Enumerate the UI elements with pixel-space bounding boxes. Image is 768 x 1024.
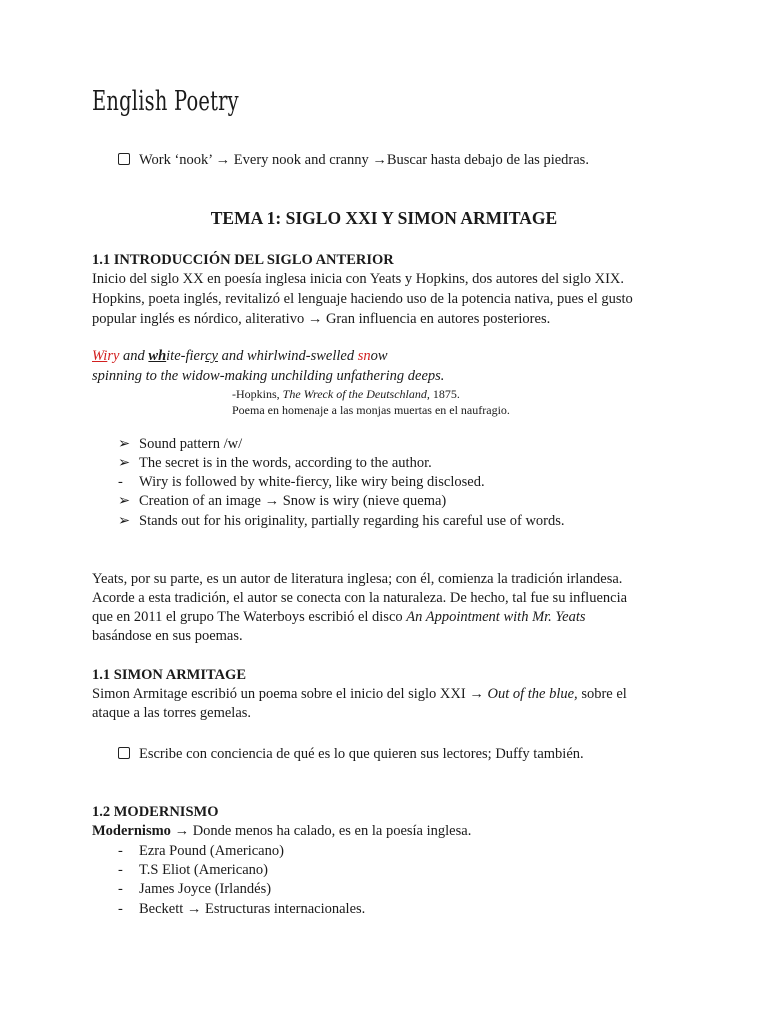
poem-title: Out of the blue, [487, 686, 578, 702]
poem-line-2: spinning to the widow-making unchilding unfathering deeps. [92, 368, 445, 384]
poem-word: and [119, 348, 149, 364]
paragraph-line [92, 822, 471, 841]
bullet-arrow-icon: ➢ [118, 493, 131, 509]
checklist-item-duffy [118, 745, 584, 764]
poem-word-part-underlined: cy [205, 348, 218, 364]
poem-attribution [232, 386, 460, 402]
list-item [118, 492, 446, 511]
poem-word-part: ow [370, 348, 388, 364]
checklist-item-nook [118, 151, 589, 170]
list-item-text: Sound pattern /w/ [139, 436, 243, 452]
bullet-dash-icon: - [118, 843, 123, 859]
checkbox[interactable] [118, 153, 130, 165]
bullet-dash-icon: - [118, 901, 123, 917]
paragraph-line: basándose en sus poemas. [92, 628, 243, 644]
paragraph-text: sobre el [577, 686, 627, 702]
list-item [118, 435, 242, 454]
paragraph-line: ataque a las torres gemelas. [92, 705, 252, 721]
list-item-text: Beckett → Estructuras internacionales. [139, 901, 366, 917]
paragraph-line: Acorde a esta tradición, el autor se conecta con la naturaleza. De hecho, tal fue su influencia [92, 590, 628, 606]
list-item-text: Ezra Pound (Americano) [139, 843, 284, 859]
list-item-text: Stands out for his originality, partially regarding his careful use of words. [139, 513, 565, 529]
poem-line-1 [92, 347, 388, 366]
bullet-dash-icon: - [118, 474, 123, 490]
list-item-text: Wiry is followed by white-fiercy, like wiry being disclosed. [139, 474, 485, 490]
list-item [118, 900, 365, 919]
attribution-author: -Hopkins, [232, 387, 283, 401]
poem-word: and whirlwind-swelled [217, 348, 358, 364]
list-item [118, 861, 268, 880]
paragraph-line: Hopkins, poeta inglés, revitalizó el lenguaje haciendo uso de la potencia nativa, pues el gusto [92, 291, 633, 307]
paragraph-text: que en 2011 el grupo The Waterboys escribió el disco [92, 609, 407, 625]
term-bold: Modernismo [92, 823, 171, 839]
poem-alliteration-red: sn [357, 348, 371, 364]
bullet-dash-icon: - [118, 862, 123, 878]
list-item-text: Creation of an image → Snow is wiry (nieve quema) [139, 493, 447, 509]
bullet-arrow-icon: ➢ [118, 513, 131, 529]
bullet-arrow-icon: ➢ [118, 436, 131, 452]
list-item-text: T.S Eliot (Americano) [139, 862, 268, 878]
paragraph-line: Yeats, por su parte, es un autor de literatura inglesa; con él, comienza la tradición irlandesa. [92, 571, 623, 587]
bullet-dash-icon: - [118, 881, 123, 897]
poem-note: Poema en homenaje a las monjas muertas en el naufragio. [232, 403, 510, 417]
checklist-text: Escribe con conciencia de qué es lo que quieren sus lectores; Duffy también. [139, 746, 584, 762]
attribution-work: The Wreck of the Deutschland, [282, 387, 430, 401]
paragraph-line [92, 685, 627, 704]
poem-alliteration-bold: wh [148, 348, 167, 364]
list-item-text: The secret is in the words, according to the author. [139, 455, 432, 471]
poem-alliteration-red: Wi [92, 348, 108, 364]
attribution-year: 1875. [429, 387, 460, 401]
list-item [118, 880, 271, 899]
paragraph-line: Inicio del siglo XX en poesía inglesa inicia con Yeats y Hopkins, dos autores del siglo XIX. [92, 271, 624, 287]
paragraph-line [92, 608, 586, 627]
paragraph-text: → Donde menos ha calado, es en la poesía inglesa. [170, 823, 472, 839]
list-item [118, 454, 432, 473]
list-item-text: James Joyce (Irlandés) [139, 881, 272, 897]
checkbox[interactable] [118, 747, 130, 759]
section-heading-modernismo: 1.2 MODERNISMO [92, 804, 219, 820]
chapter-heading: TEMA 1: SIGLO XXI Y SIMON ARMITAGE [210, 208, 558, 228]
paragraph-text: Simon Armitage escribió un poema sobre el inicio del siglo XXI → [92, 686, 488, 702]
list-item [118, 512, 565, 531]
bullet-arrow-icon: ➢ [118, 455, 131, 471]
checklist-text: Work ‘nook’ → Every nook and cranny →Buscar hasta debajo de las piedras. [139, 152, 589, 168]
section-heading-intro: 1.1 INTRODUCCIÓN DEL SIGLO ANTERIOR [92, 252, 394, 268]
poem-word-part: ry [107, 348, 120, 364]
paragraph-line: popular inglés es nórdico, aliterativo → Gran influencia en autores posteriores. [92, 311, 551, 327]
album-title: An Appointment with Mr. Yeats [406, 609, 586, 625]
document-title: English Poetry [92, 86, 239, 117]
poem-word-part: ite-fier [166, 348, 206, 364]
list-item [118, 842, 284, 861]
list-item [118, 473, 485, 492]
section-heading-armitage: 1.1 SIMON ARMITAGE [92, 667, 247, 683]
